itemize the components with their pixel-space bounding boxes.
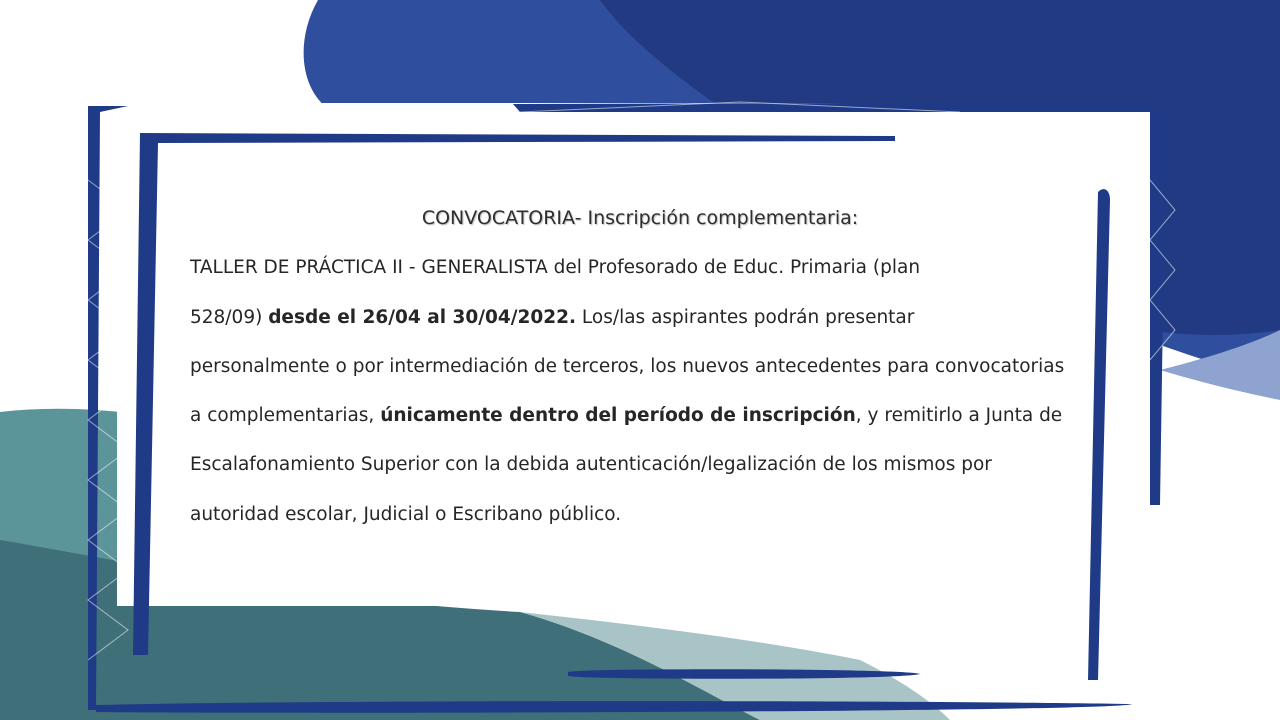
line-3-text: personalmente o por intermediación de terceros, los nuevos antecedentes para convocatorias [190,356,1065,377]
white-card [117,103,1150,606]
body-line-4 [190,405,1062,426]
line-6-text: autoridad escolar, Judicial o Escribano público. [190,504,622,525]
line-4-text-a: a complementarias, [190,405,381,426]
line-4-text-b: , y remitirlo a Junta de [855,405,1063,426]
bottom-stroke-2 [96,701,1132,713]
body-line-1 [190,257,920,278]
body-line-5 [190,454,992,475]
period-highlight: únicamente dentro del período de inscripción [380,405,856,426]
body-line-2 [190,307,914,328]
body-line-3 [190,356,1064,377]
heading-text: CONVOCATORIA- Inscripción complementaria: [421,207,859,229]
body-line-6 [190,504,621,525]
line-2-text-b: Los/las aspirantes podrán presentar [576,307,915,328]
line-2-text-a: 528/09) [190,307,269,328]
line-5-text: Escalafonamiento Superior con la debida autenticación/legalización de los mismos por [190,454,992,475]
line-1-text: TALLER DE PRÁCTICA II - GENERALISTA del Profesorado de Educ. Primaria (plan [190,257,921,278]
dates-highlight: desde el 26/04 al 30/04/2022. [268,307,577,328]
announcement-heading [0,207,1280,229]
